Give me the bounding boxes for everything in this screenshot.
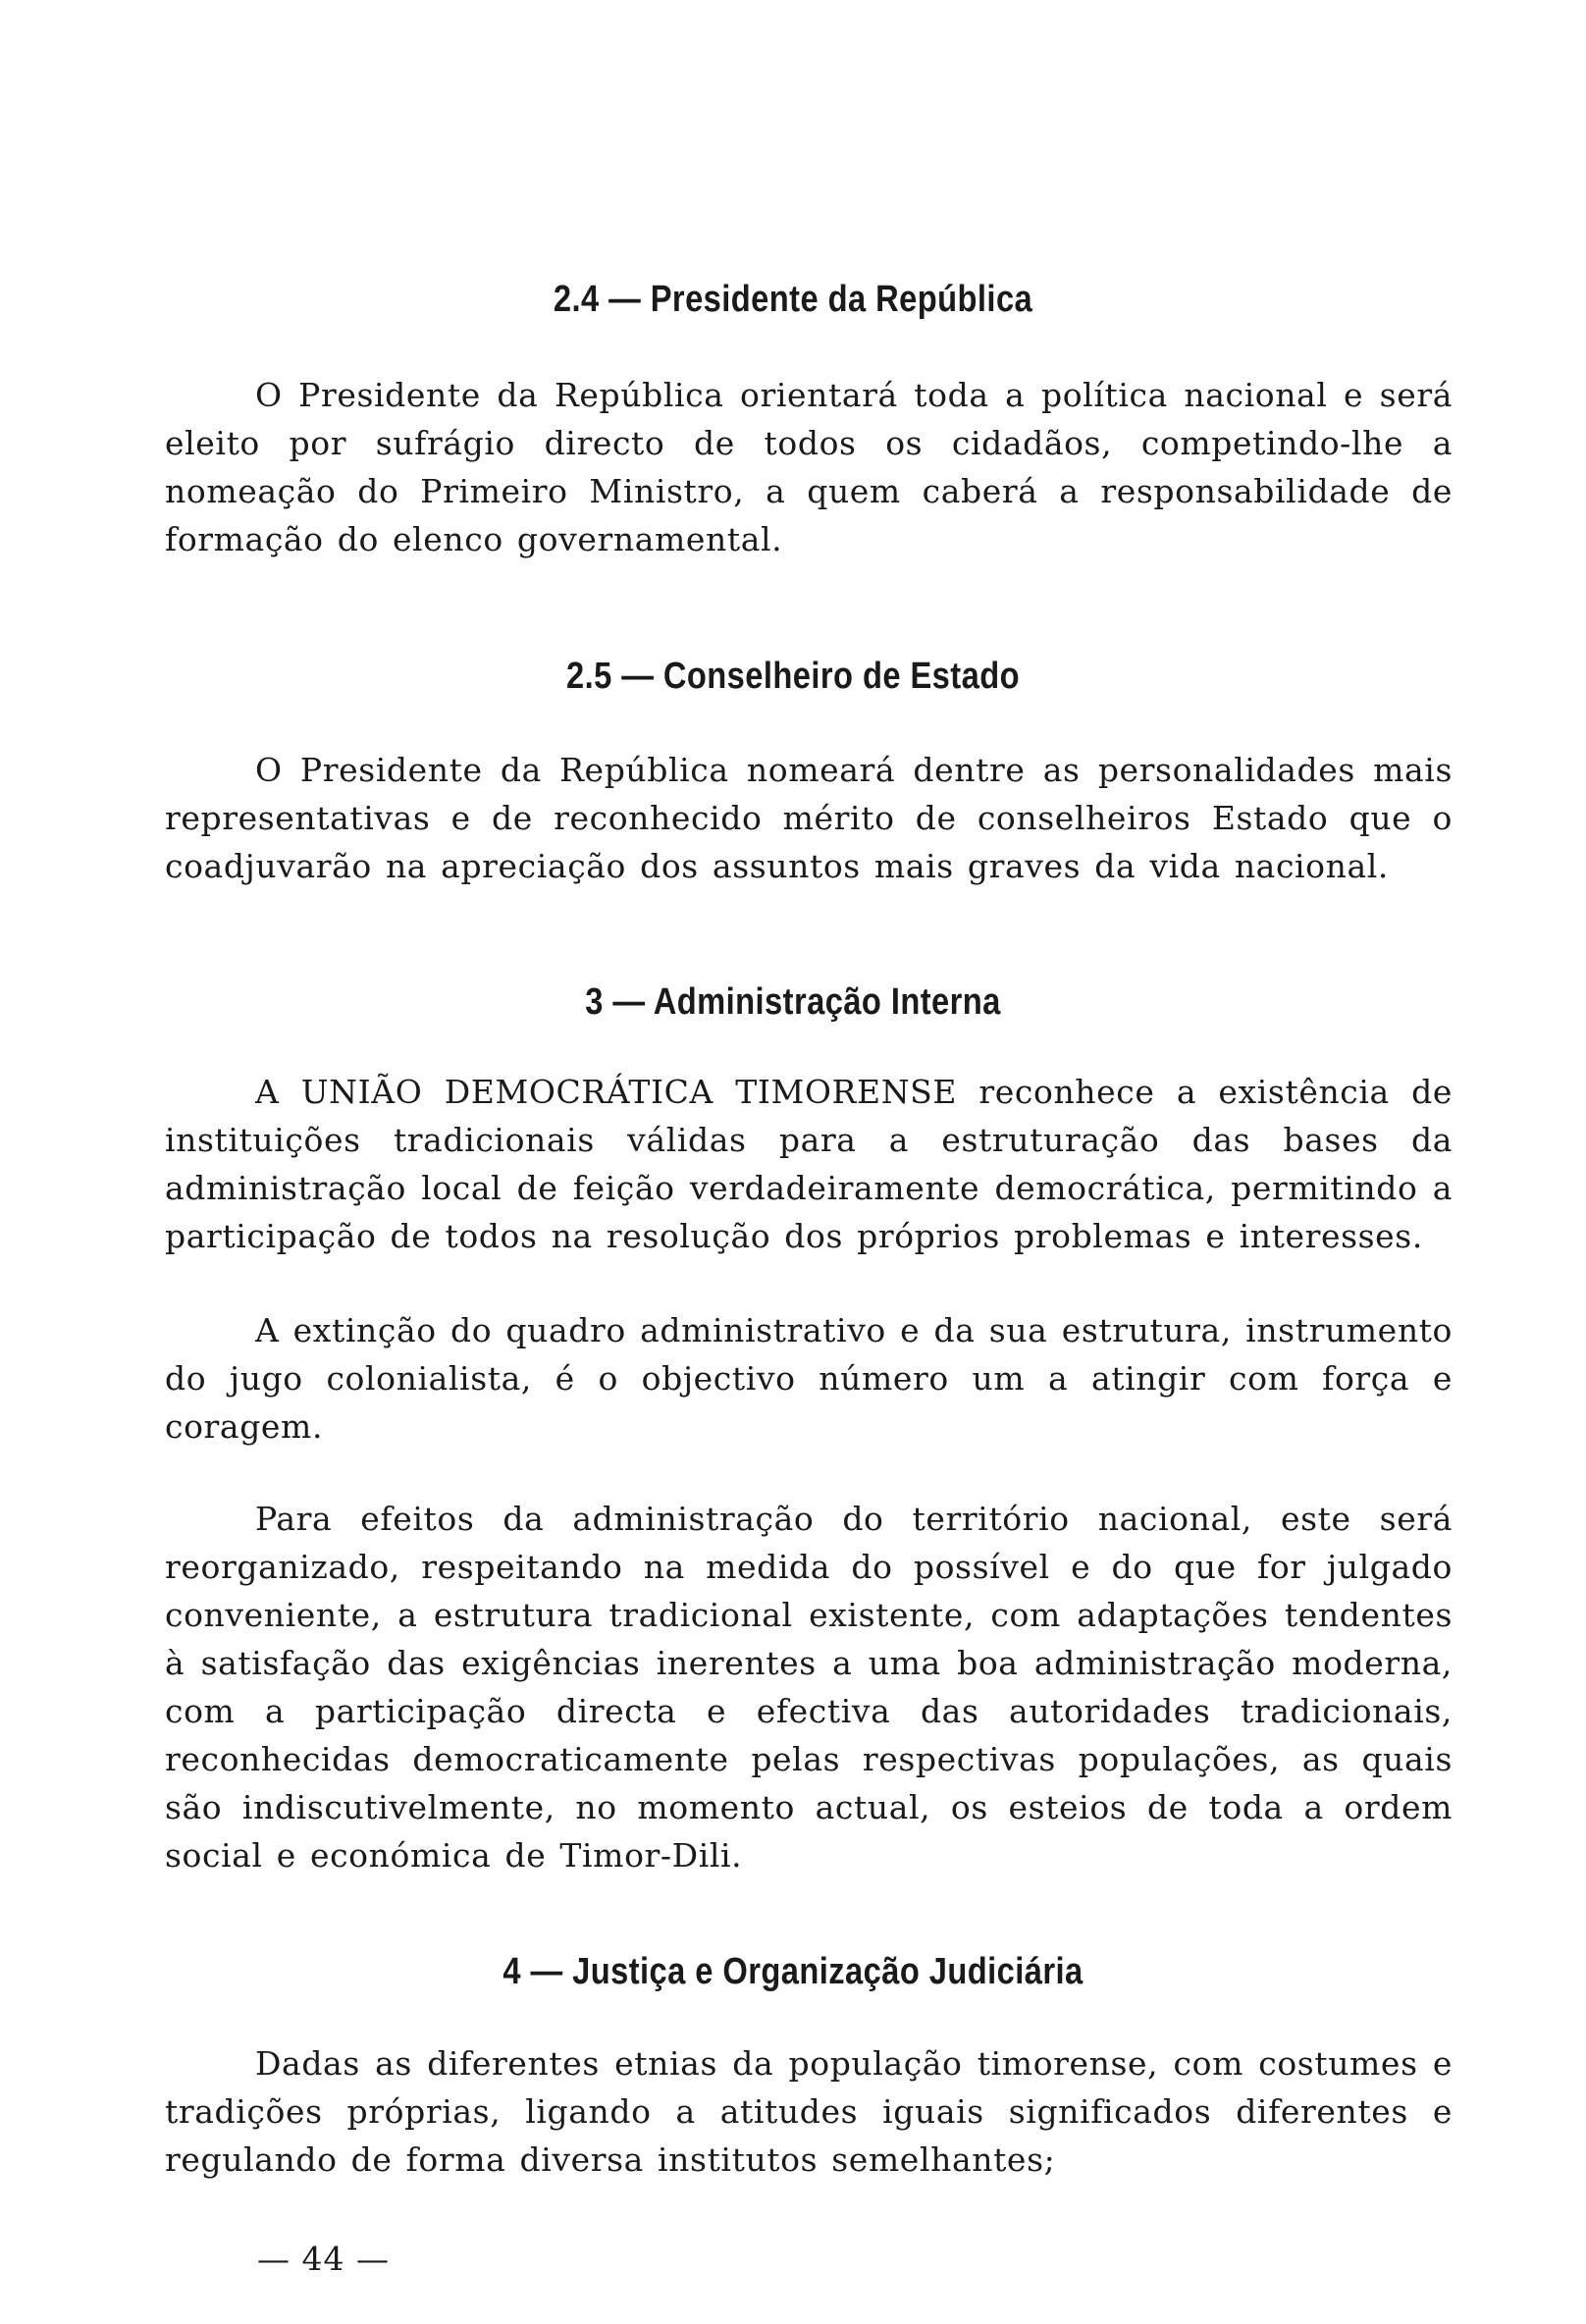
- section-heading-conselheiro: 2.5 — Conselheiro de Estado: [566, 656, 1020, 697]
- page-number: — 44 —: [257, 2240, 390, 2278]
- paragraph-presidente: O Presidente da República orientará toda a política nacional e será eleito por sufrágio directo de todos os cidadãos, competindo-lhe a nomeação do Primeiro Ministro, a quem caberá a responsabilidade de formação do elenco governamental.: [165, 376, 1453, 558]
- section-heading-administracao: 3 — Administração Interna: [585, 981, 1001, 1023]
- paragraph-administracao-3: Para efeitos da administração do território nacional, este será reorganizado, respeitando na medida do possível e do que for julgado conveniente, a estrutura tradicional existente, com adaptações tendentes à satisfação das exigências inerentes a uma boa administração moderna, com a participação directa e efectiva das autoridades tradicionais, reconhecidas democraticamente pelas respectivas populações, as quais são indiscutivelmente, no momento actual, os esteios de toda a ordem social e económica de Timor-Dili.: [165, 1500, 1453, 1875]
- paragraph-conselheiro: O Presidente da República nomeará dentre as personalidades mais representativas e de reconhecido mérito de conselheiros Estado que o coadjuvarão na apreciação dos assuntos mais graves da vida nacional.: [165, 751, 1453, 885]
- paragraph-administracao-2: A extinção do quadro administrativo e da sua estrutura, instrumento do jugo colonialista, é o objectivo número um a atingir com força e coragem.: [165, 1311, 1453, 1446]
- section-heading-presidente: 2.4 — Presidente da República: [553, 279, 1033, 320]
- paragraph-administracao-1: A UNIÃO DEMOCRÁTICA TIMORENSE reconhece a existência de instituições tradicionais válidas para a estruturação das bases da administração local de feição verdadeiramente democrática, permitindo a participação de todos na resolução dos próprios problemas e interesses.: [165, 1073, 1453, 1255]
- section-heading-justica: 4 — Justiça e Organização Judiciária: [502, 1951, 1084, 1992]
- paragraph-justica: Dadas as diferentes etnias da população timorense, com costumes e tradições próprias, ligando a atitudes iguais significados diferentes e regulando de forma diversa institutos semelhantes;: [165, 2044, 1453, 2179]
